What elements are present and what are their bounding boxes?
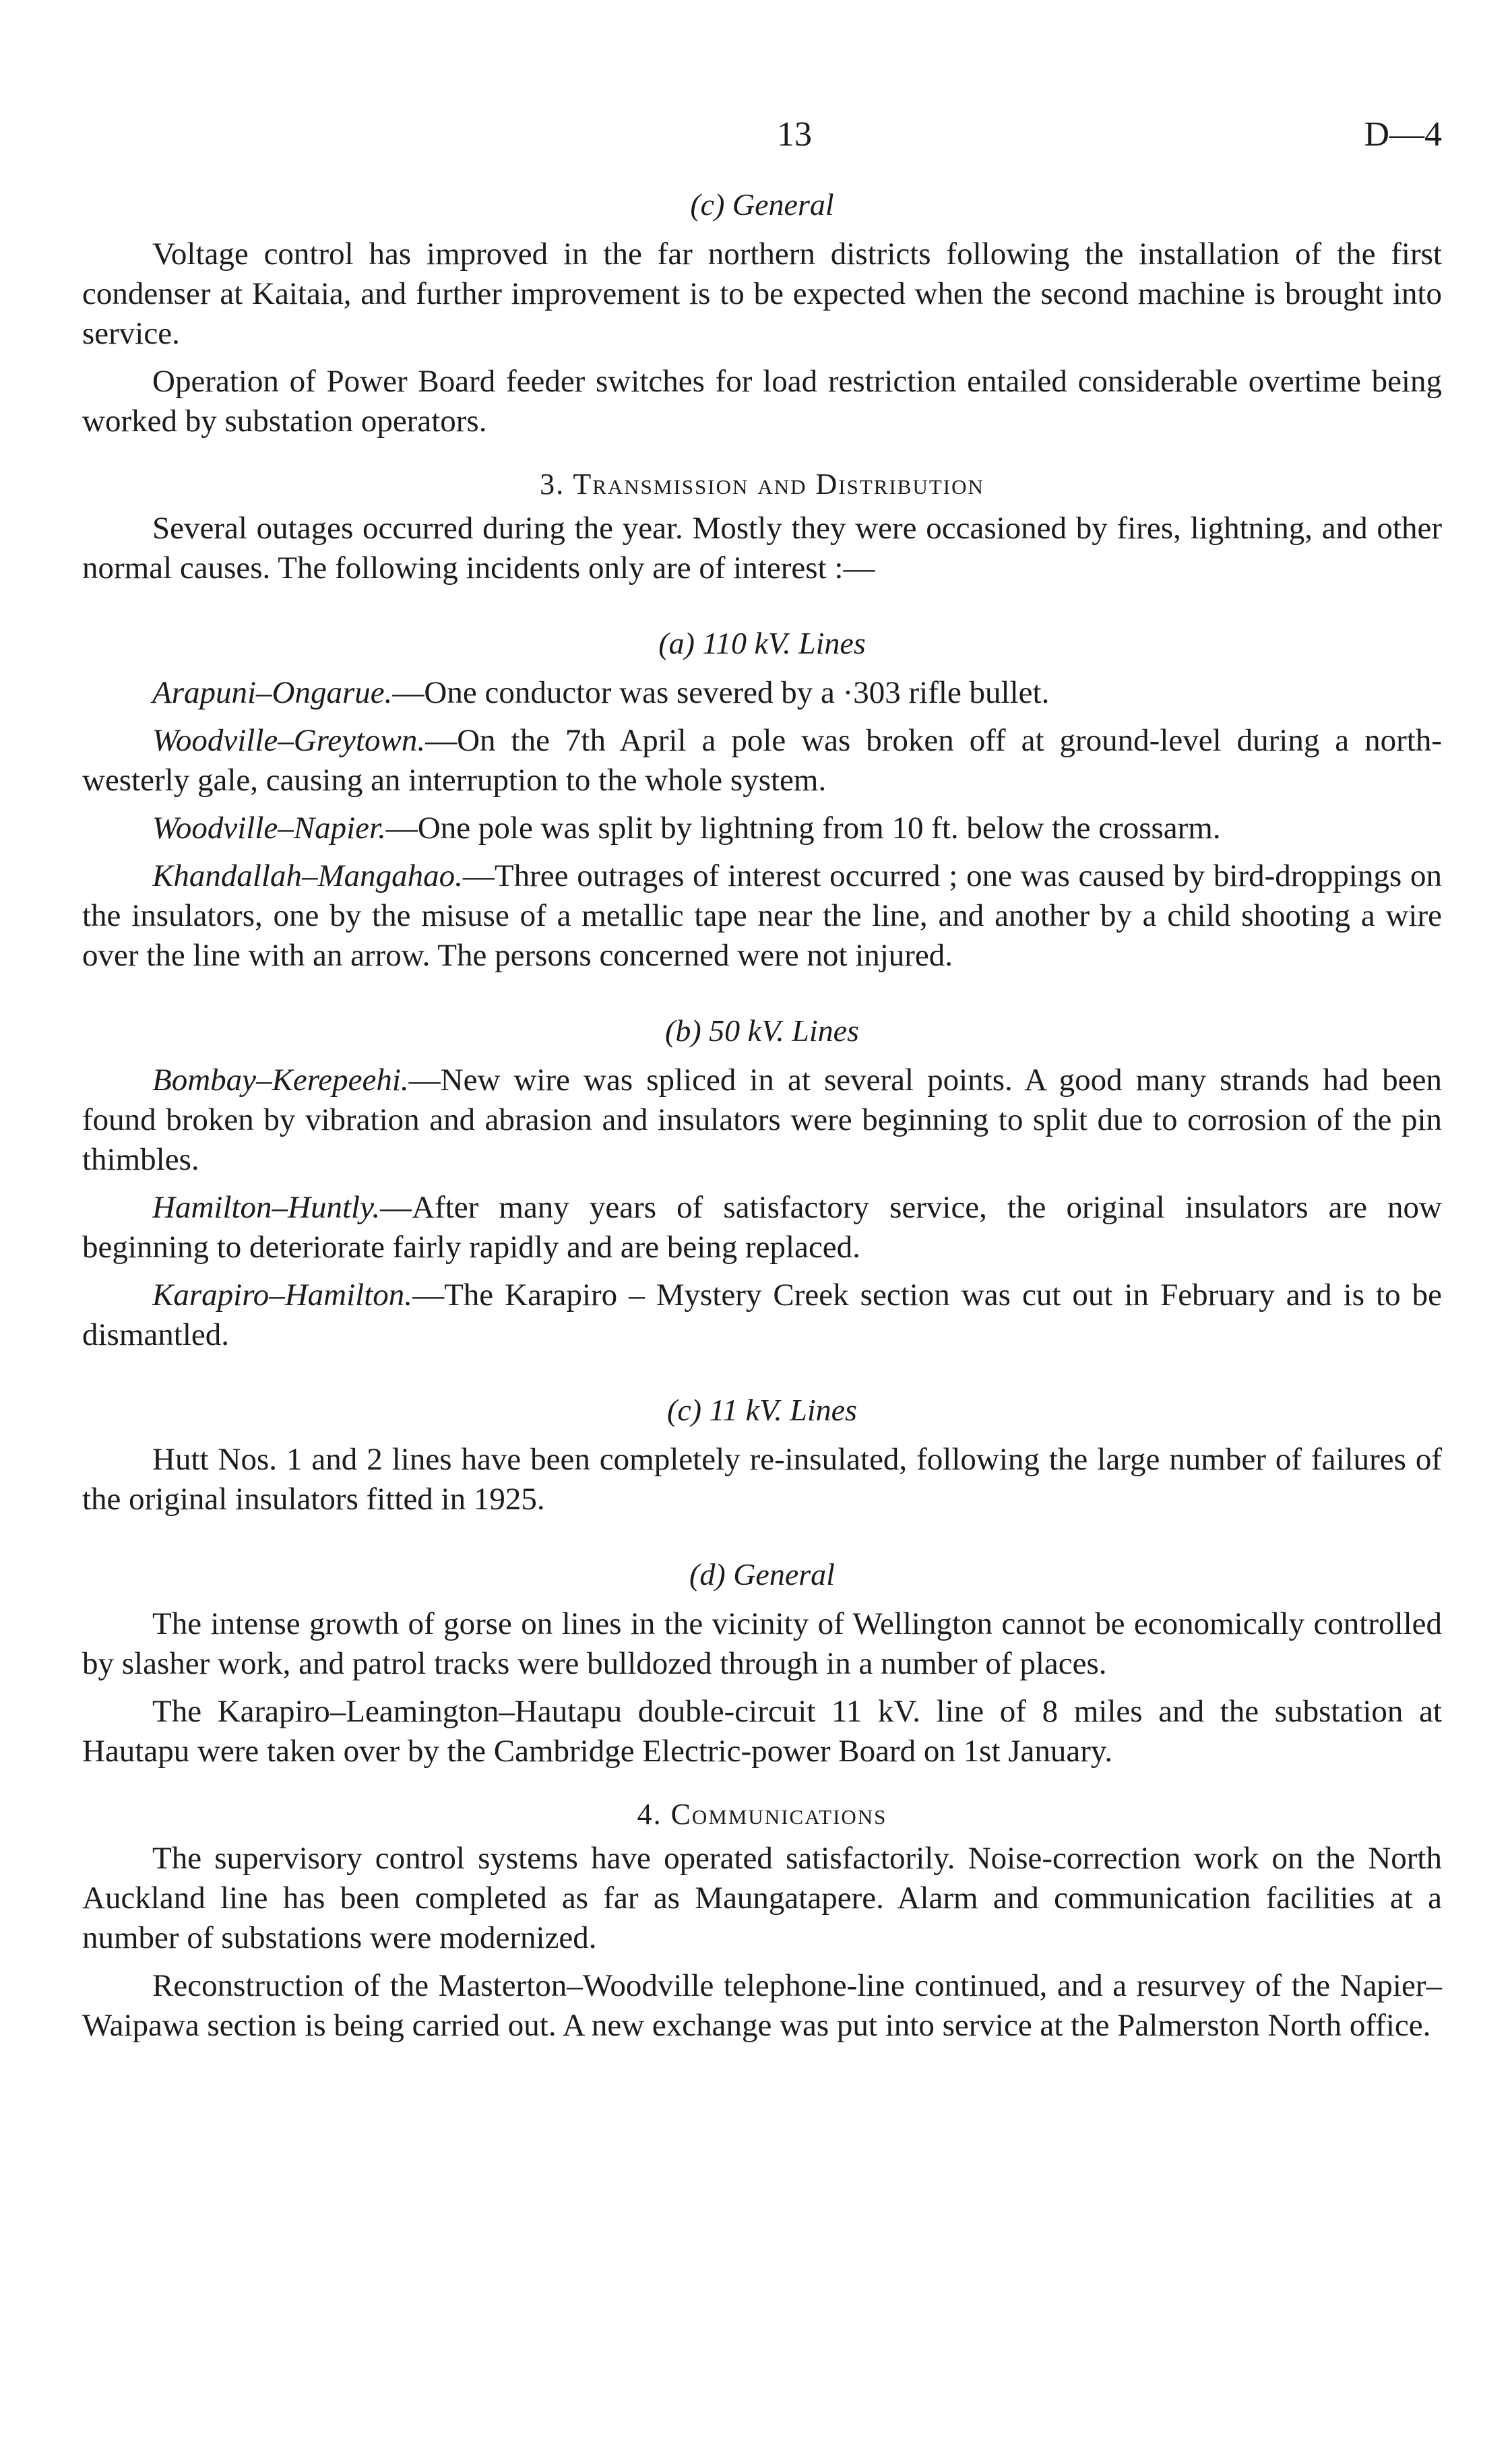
paragraph: The Karapiro–Leamington–Hautapu double-circuit 11 kV. line of 8 miles and the substation at Hautapu were taken over by the Cambridge Electric-power Board on 1st January. <box>82 1694 1442 1769</box>
section-heading-transmission: 3. Transmission and Distribution <box>540 468 984 501</box>
subsection-title: 11 kV. Lines <box>709 1393 857 1427</box>
line-entry <box>82 721 1442 800</box>
section-heading-communications: 4. Communications <box>637 1798 887 1831</box>
entry-title: Khandallah–Mangahao. <box>152 858 463 893</box>
line-entry <box>82 809 1442 848</box>
subsection-title: General <box>732 187 834 222</box>
line-entry <box>82 1061 1442 1180</box>
entry-text: —On the 7th April a pole was broken off at ground-level during a north-westerly gale, causing an interruption to the whole system. <box>82 723 1442 798</box>
page-header <box>82 115 1442 162</box>
subsection-title: 50 kV. Lines <box>709 1013 859 1048</box>
entry-text: —After many years of satisfactory service, the original insulators are now beginning to deteriorate fairly rapidly and are being replaced. <box>82 1190 1442 1265</box>
subsection-label: (b) <box>665 1013 701 1048</box>
paragraph: Voltage control has improved in the far northern districts following the installation of the first condenser at Kaitaia, and further improvement is to be expected when the second machine is brought into service. <box>82 237 1442 351</box>
entry-title: Bombay–Kerepeehi. <box>152 1063 409 1098</box>
line-entry <box>82 1275 1442 1355</box>
subsection-heading-general-d <box>82 1554 1442 1595</box>
subsection-label: (a) <box>658 626 695 660</box>
entry-text: —One conductor was severed by a ·303 rifle bullet. <box>392 675 1050 710</box>
entry-text: —New wire was spliced in at several points. A good many strands had been found broken by vibration and abrasion and insulators were beginning to split due to corrosion of the pin thimbles. <box>82 1063 1442 1177</box>
paragraph: Hutt Nos. 1 and 2 lines have been completely re-insulated, following the large number of failures of the original insulators fitted in 1925. <box>82 1442 1442 1517</box>
line-entry <box>82 673 1442 713</box>
entry-text: —Three outrages of interest occurred ; one was caused by bird-droppings on the insulators, one by the misuse of a metallic tape near the line, and another by a child shooting a wire over the line with an arrow. The persons concerned were not injured. <box>82 858 1442 973</box>
paragraph: Several outages occurred during the year. Mostly they were occasioned by fires, lightning, and other normal causes. The following incidents only are of interest :— <box>82 511 1442 586</box>
entry-title: Woodville–Greytown. <box>152 723 426 758</box>
line-entry <box>82 856 1442 976</box>
entry-title: Hamilton–Huntly. <box>152 1190 381 1225</box>
page-number: 13 <box>777 115 812 154</box>
subsection-title: General <box>733 1557 835 1592</box>
document-page <box>82 115 1442 2054</box>
entry-text: —The Karapiro – Mystery Creek section was cut out in February and is to be dismantled. <box>82 1278 1442 1352</box>
paragraph: The intense growth of gorse on lines in the vicinity of Wellington cannot be economically controlled by slasher work, and patrol tracks were bulldozed through in a number of places. <box>82 1606 1442 1681</box>
paragraph: Reconstruction of the Masterton–Woodville telephone-line continued, and a resurvey of the Napier–Waipawa section is being carried out. A new exchange was put into service at the Palmerston North office. <box>82 1968 1442 2043</box>
subsection-label: (c) <box>690 187 725 222</box>
subsection-heading-110kv <box>82 623 1442 664</box>
paragraph: The supervisory control systems have operated satisfactorily. Noise-correction work on the North Auckland line has been completed as far as Maungatapere. Alarm and communication facilities at a number of substations were modernized. <box>82 1841 1442 1955</box>
paragraph: Operation of Power Board feeder switches for load restriction entailed considerable overtime being worked by substation operators. <box>82 364 1442 439</box>
line-entry <box>82 1188 1442 1267</box>
document-reference: D—4 <box>1364 115 1442 154</box>
entry-title: Arapuni–Ongarue. <box>152 675 393 710</box>
subsection-heading-general-c <box>82 185 1442 225</box>
entry-title: Woodville–Napier. <box>152 811 386 846</box>
subsection-label: (d) <box>689 1557 726 1592</box>
subsection-label: (c) <box>667 1393 702 1427</box>
subsection-heading-50kv <box>82 1011 1442 1051</box>
subsection-title: 110 kV. Lines <box>702 626 866 660</box>
entry-title: Karapiro–Hamilton. <box>152 1278 413 1313</box>
subsection-heading-11kv <box>82 1390 1442 1430</box>
entry-text: —One pole was split by lightning from 10 ft. below the crossarm. <box>385 811 1221 846</box>
